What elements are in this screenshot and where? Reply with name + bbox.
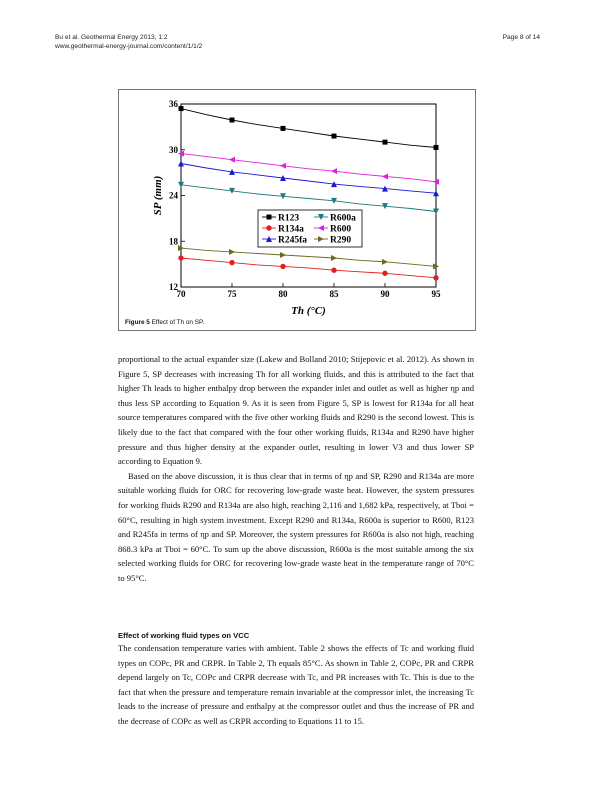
data-point-r134a: [382, 271, 387, 276]
data-point-r123: [281, 126, 286, 131]
x-tick-label: 75: [227, 289, 237, 299]
data-point-r134a: [229, 260, 234, 265]
x-tick-label: 90: [380, 289, 390, 299]
data-point-r600: [280, 163, 286, 169]
running-header: [55, 33, 202, 51]
series-line-r134a: [181, 258, 436, 278]
body-text-block-2: [118, 641, 474, 729]
caption-text: Effect of Th on SP.: [151, 319, 205, 326]
header-url: www.geothermal-energy-journal.com/content/1/1/2: [55, 43, 203, 50]
section-heading: Effect of working fluid types on VCC: [118, 631, 250, 640]
legend-label-r290: R290: [330, 235, 352, 246]
paragraph-2: Based on the above discussion, it is thus clear that in terms of ηp and SP, R290 and R134a are more suitable working fluids for ORC for recovering low-grade waste heat. However, the system pressures for working fluids R290 and R134a are also high, reaching 2,116 and 1,682 kPa, respectively, at Tboi = 60°C, resulting in high system investment. Except R290 and R134a, R600a is superior to R600, R123 and R245fa in terms of ηp and SP. Moreover, the system pressures for R600a is also not high, reaching 868.3 kPa at Tboi = 60°C. To sum up the above discussion, R600a is the most suitable among the six selected working fluids for ORC for recovering low-grade waste heat in the temperature range of 70°C to 95°C.: [118, 470, 474, 583]
caption-label: Figure 5: [125, 319, 150, 326]
data-point-r123: [230, 118, 235, 123]
y-tick-label: 12: [169, 282, 178, 292]
series-line-r245fa: [181, 164, 436, 194]
sp-vs-th-chart: [119, 90, 475, 330]
data-point-r600: [382, 173, 388, 179]
data-point-r290: [331, 255, 337, 261]
legend-marker-r134a: [266, 225, 271, 230]
y-tick-label: 24: [169, 190, 178, 201]
x-tick-label: 80: [278, 289, 288, 299]
figure-5: [118, 89, 476, 331]
x-axis-label: Th (°C): [291, 305, 326, 317]
data-point-r134a: [331, 268, 336, 273]
data-point-r123: [383, 140, 388, 145]
legend-label-r600: R600: [330, 224, 352, 235]
data-point-r123: [332, 134, 337, 139]
x-tick-label: 70: [176, 289, 186, 299]
data-point-r600: [229, 157, 235, 163]
figure-caption: [125, 319, 204, 326]
legend-label-r123: R123: [278, 213, 300, 224]
data-point-r290: [280, 252, 286, 258]
section-paragraph: The condensation temperature varies with ambient. Table 2 shows the effects of Tc and working fluid types on COPc, PR and CRPR. In Table 2, Th equals 85°C. As shown in Table 2, COPc, PR and CRPR depend largely on Tc, COPc and CRPR decrease with Tc, and PR increases with Tc. This is due to the fact that when the pressure and temperature remain invariable at the compressor inlet, the increasing Tc leads to the increase of pressure and enthalpy at the compressor outlet and thus the increase of PR and the decrease of COPc as well as CRPR according to Equations 11 to 15.: [118, 643, 474, 726]
page-number: Page 8 of 14: [502, 34, 540, 41]
legend-label-r600a: R600a: [330, 213, 356, 224]
legend-label-r134a: R134a: [278, 224, 304, 235]
legend-marker-r123: [267, 215, 272, 220]
data-point-r290: [229, 249, 235, 255]
y-axis-label: SP (mm): [152, 175, 164, 216]
series-line-r123: [181, 109, 436, 148]
data-point-r123: [434, 145, 439, 150]
data-point-r134a: [280, 264, 285, 269]
y-tick-label: 18: [169, 236, 178, 247]
x-tick-label: 85: [329, 289, 339, 299]
series-line-r600: [181, 154, 436, 182]
plot-frame: [181, 104, 436, 287]
paragraph-1: proportional to the actual expander size (Lakew and Bolland 2010; Stijepovic et al. 2012). As shown in Figure 5, SP decreases with increasing Th for all working fluids, and this is attributed to the fact that higher Th leads to higher enthalpy drop between the expander inlet and outlet as well as higher ηp and thus less SP according to Equation 9. As it is seen from Figure 5, SP is lowest for R134a for all heat source temperatures compared with the five other working fluids and R290 is the second lowest. This is likely due to the fact that compared with the four other working fluids, R134a and R290 have higher pressure and thus higher density at the expander outlet, resulting in lower V3 and thus lower SP according to Equation 9.: [118, 354, 474, 467]
y-tick-label: 30: [169, 144, 178, 155]
data-point-r134a: [178, 255, 183, 260]
legend-label-r245fa: R245fa: [278, 235, 308, 246]
series-line-r600a: [181, 185, 436, 212]
data-point-r600: [331, 168, 337, 174]
body-text-block-1: [118, 352, 474, 586]
x-tick-label: 95: [431, 289, 441, 299]
data-point-r290: [382, 259, 388, 265]
series-line-r290: [181, 248, 436, 266]
header-citation: Bu et al. Geothermal Energy 2013, 1:2: [55, 34, 168, 41]
y-tick-label: 36: [169, 99, 178, 109]
data-point-r134a: [433, 275, 438, 280]
data-point-r123: [179, 106, 184, 111]
